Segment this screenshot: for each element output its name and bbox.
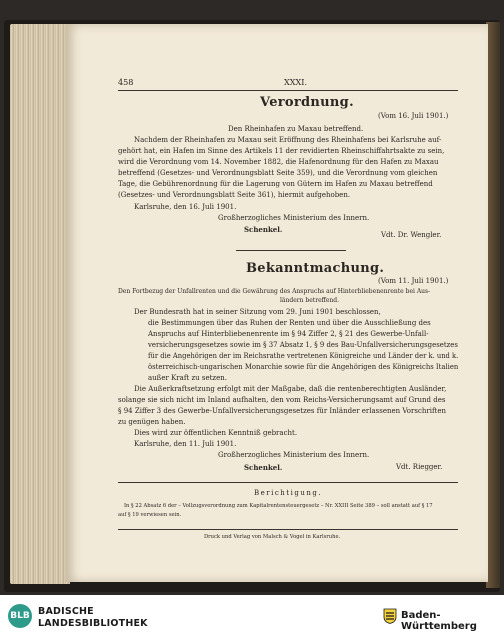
verordnung-line: gehört hat, ein Hafen im Sinne des Artikels 11 der revidierten Rheinschiffahrtsakte zu sein,	[118, 147, 445, 155]
bekanntmachung-line: die Bestimmungen über das Ruhen der Renten und über die Ausschließung des	[148, 319, 431, 327]
baden-wuerttemberg-coat-of-arms-icon[interactable]	[383, 608, 397, 624]
book-back-cover	[486, 22, 500, 588]
library-name-line1: BADISCHE	[38, 606, 94, 617]
verordnung-subject: Den Rheinhafen zu Maxau betreffend.	[228, 125, 364, 133]
bekanntmachung-subject: Den Fortbezug der Unfallrenten und die Gewährung des Anspruchs auf Hinterbliebenenrente bei Aus-	[118, 288, 431, 295]
page-edges	[10, 24, 70, 584]
bekanntmachung-line: Dies wird zur öffentlichen Kenntniß gebracht.	[134, 429, 298, 437]
bekanntmachung-line: österreichisch-ungarischen Monarchie sowie für die Angehörigen des Königreichs Italien	[148, 363, 459, 371]
imprint-rule	[118, 529, 458, 530]
bekanntmachung-signer: Vdt. Riegger.	[396, 463, 443, 471]
header-rule	[118, 90, 458, 91]
bekanntmachung-place-date: Karlsruhe, den 11. Juli 1901.	[134, 440, 237, 448]
verordnung-line: wird die Verordnung vom 14. November 1882, die Hafenordnung für den Hafen zu Maxau	[118, 158, 439, 166]
bekanntmachung-line: Anspruchs auf Hinterbliebenenrente im § 94 Ziffer 2, § 21 des Gewerbe-Unfall-	[148, 330, 429, 338]
book-page	[66, 24, 488, 582]
berichtigung-title: Berichtigung.	[254, 489, 323, 497]
verordnung-line: Nachdem der Rheinhafen zu Maxau seit Eröffnung des Rheinhafens bei Karlsruhe auf-	[134, 136, 442, 144]
verordnung-line: (Gesetzes- und Verordnungsblatt Seite 361), hiermit aufgehoben.	[118, 191, 351, 199]
section-divider	[118, 482, 458, 483]
section-divider	[236, 250, 346, 251]
bekanntmachung-title: Bekanntmachung.	[246, 261, 385, 276]
imprint: Druck und Verlag von Malsch & Vogel in Karlsruhe.	[204, 534, 341, 540]
bekanntmachung-line: § 94 Ziffer 3 des Gewerbe-Unfallversicherungsgesetzes für Inländer erlassenen Vorschriften	[118, 407, 447, 415]
verordnung-minister: Schenkel.	[244, 225, 283, 234]
verordnung-title: Verordnung.	[260, 95, 354, 110]
verordnung-line: betreffend (Gesetzes- und Verordnungsblatt Seite 359), und die Verordnung vom gleichen	[118, 169, 438, 177]
verordnung-signer: Vdt. Dr. Wengler.	[381, 231, 442, 239]
verordnung-line: Tage, die Gebührenordnung für die Lagerung von Gütern im Hafen zu Maxau betreffend	[118, 180, 433, 188]
bekanntmachung-line: außer Kraft zu setzen.	[148, 374, 227, 382]
state-name: Baden-Württemberg	[401, 610, 477, 632]
section-number: XXXI.	[284, 77, 308, 87]
verordnung-ministry: Großherzogliches Ministerium des Innern.	[218, 214, 370, 222]
verordnung-date: (Vom 16. Juli 1901.)	[378, 112, 449, 120]
library-name-line2: LANDESBIBLIOTHEK	[38, 618, 148, 629]
blb-logo[interactable]: BLB	[8, 604, 32, 628]
bekanntmachung-line: für die Angehörigen der im Reichsrathe vertretenen Königreiche und Länder der k. und k.	[148, 352, 459, 360]
berichtigung-line: In § 22 Absatz 6 der – Vollzugsverordnung zum Kapitalrentensteuergesetz – Nr. XXIII Seite 389 – soll anstatt auf § 17	[124, 503, 433, 509]
bekanntmachung-line: Die Außerkraftsetzung erfolgt mit der Maßgabe, daß die rentenberechtigten Ausländer,	[134, 385, 447, 393]
bekanntmachung-minister: Schenkel.	[244, 463, 283, 472]
bekanntmachung-line: versicherungsgesetzes sowie im § 37 Absatz 1, § 9 des Bau-Unfallversicherungsgesetzes	[148, 341, 458, 349]
bekanntmachung-line: zu genügen haben.	[118, 418, 186, 426]
bekanntmachung-ministry: Großherzogliches Ministerium des Innern.	[218, 451, 370, 459]
bekanntmachung-line: Der Bundesrath hat in seiner Sitzung vom 29. Juni 1901 beschlossen,	[134, 308, 381, 316]
page-number: 458	[118, 77, 134, 87]
bekanntmachung-subject: ländern betreffend.	[280, 297, 340, 304]
bekanntmachung-date: (Vom 11. Juli 1901.)	[378, 277, 449, 285]
bekanntmachung-line: solange sie sich nicht im Inland aufhalten, den vom Reichs-Versicherungsamt auf Grund des	[118, 396, 446, 404]
verordnung-place-date: Karlsruhe, den 16. Juli 1901.	[134, 203, 237, 211]
berichtigung-line: auf § 19 verwiesen sein.	[118, 512, 182, 518]
